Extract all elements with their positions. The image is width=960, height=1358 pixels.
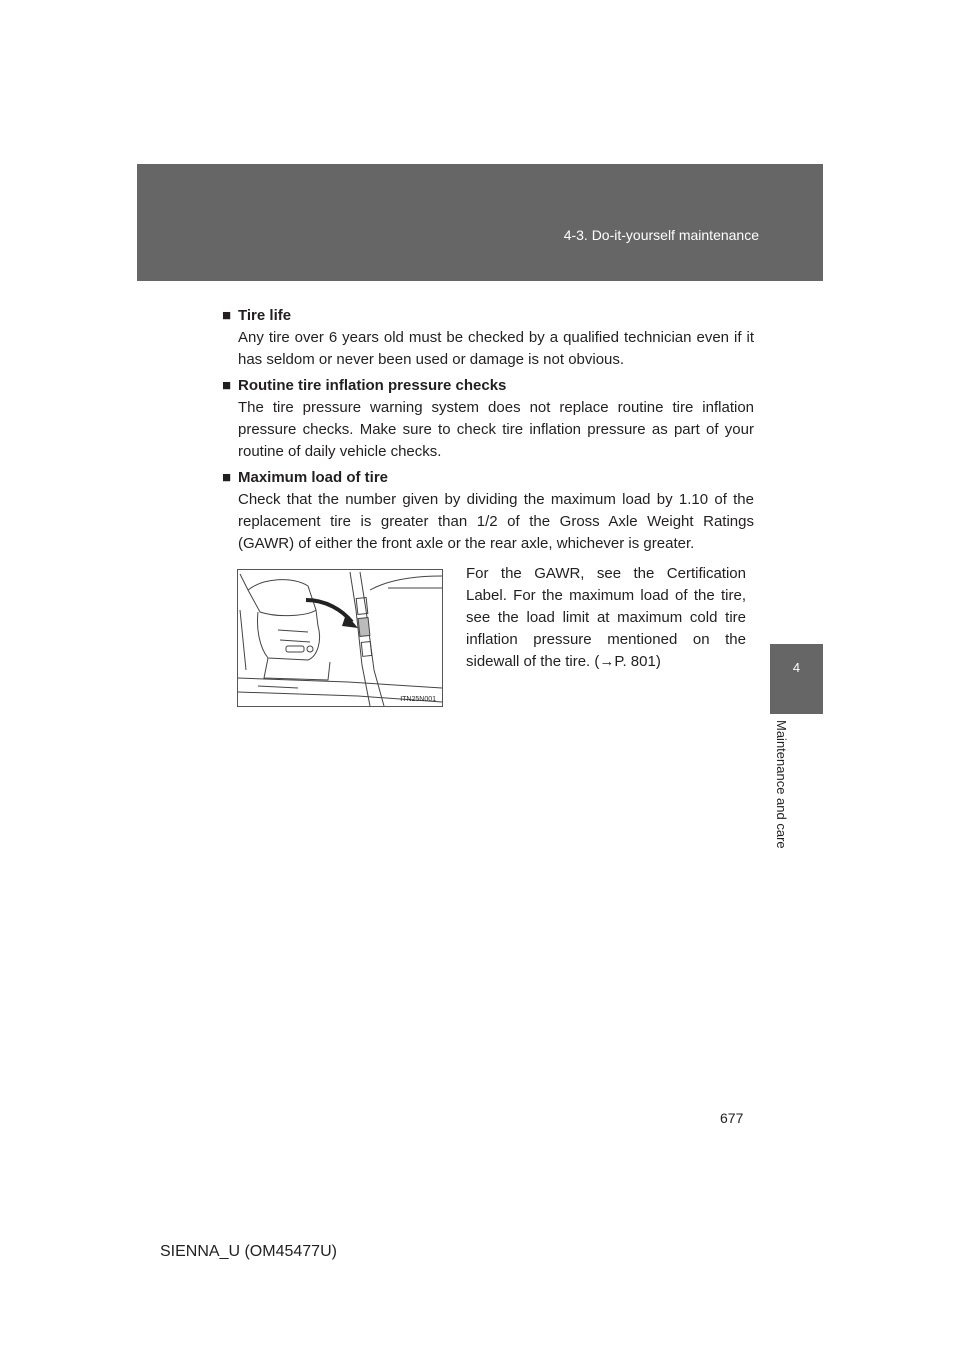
chapter-tab: [770, 644, 823, 714]
page-number: 677: [720, 1110, 744, 1126]
section-title: 4-3. Do-it-yourself maintenance: [563, 227, 759, 243]
section-body: The tire pressure warning system does not replace routine tire inflation pressure checks. Make sure to check tire inflation pressure as part of your routine of daily vehicle checks.: [238, 399, 754, 460]
section-heading-text: Maximum load of tire: [238, 469, 389, 486]
square-bullet-icon: ■: [222, 307, 232, 324]
chapter-tab-label-wrap: [775, 720, 787, 870]
vehicle-door-drawing: [238, 570, 442, 706]
section-heading: [222, 305, 754, 327]
section-body: Any tire over 6 years old must be checked by a qualified technician even if it has seldom or never been used or damage is not obvious.: [238, 329, 754, 368]
chapter-number: 4: [792, 660, 801, 675]
square-bullet-icon: ■: [222, 377, 232, 394]
section-heading: [222, 375, 754, 397]
figure-code: ITN25N001: [400, 696, 436, 703]
document-code: SIENNA_U (OM45477U): [160, 1243, 337, 1260]
section-body: Check that the number given by dividing the maximum load by 1.10 of the replacement tire is greater than 1/2 of the Gross Axle Weight Ratings (GAWR) of either the front axle or the rear axle, whichever is greater.: [238, 491, 754, 552]
section-heading-text: Tire life: [238, 307, 292, 324]
chapter-header-bar: [137, 164, 823, 281]
main-content: [222, 305, 754, 559]
door-pillar-illustration: [237, 569, 443, 707]
square-bullet-icon: ■: [222, 469, 232, 486]
figure-caption: For the GAWR, see the Certification Label. For the maximum load of the tire, see the load limit at maximum cold tire inflation pressure mentioned on the sidewall of the tire. (→P. 801): [466, 565, 746, 670]
section-heading: [222, 467, 754, 489]
chapter-label: Maintenance and care: [774, 720, 789, 849]
section-heading-text: Routine tire inflation pressure checks: [238, 377, 507, 394]
